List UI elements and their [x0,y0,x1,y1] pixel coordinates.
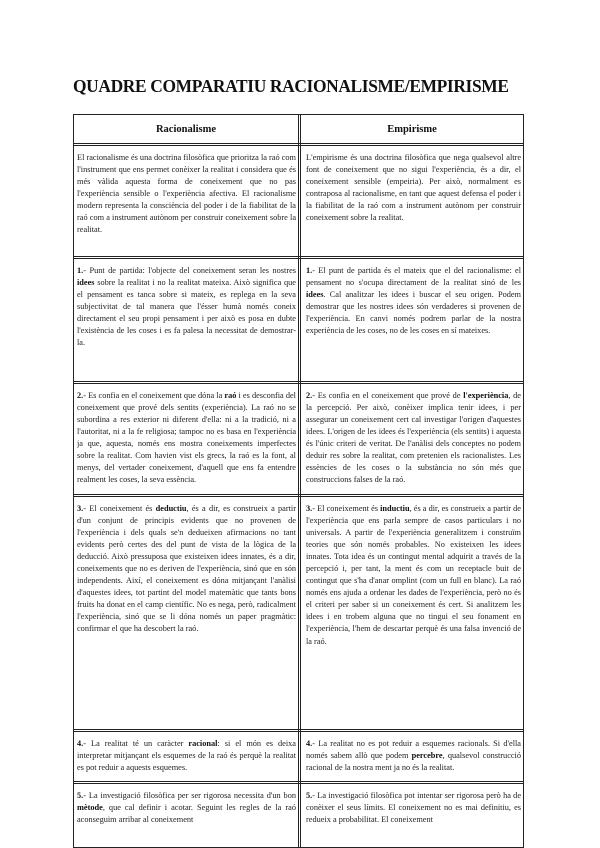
cell-text: - Es confia en el coneixement que dóna la [83,391,225,400]
cell-text: - La realitat no es pot reduir a esquemes racionals. Si d'ella només sabem allò que podem [306,739,521,761]
bold-term: 3. [77,504,84,513]
row-2-empirisme [306,390,521,494]
bold-term: inductiu [380,504,410,513]
bold-term: 5. [306,791,313,800]
header-empirisme: Empirisme [387,124,437,135]
row-divider [74,143,523,146]
cell-text: - El coneixement és [83,504,156,513]
bold-term: 3. [306,504,313,513]
cell-text: - La investigació filosòfica per ser rigorosa necessita d'un bon [83,791,296,800]
cell-text: , és a dir, es construeix a partir de l'experiència que ens parla sempre de casos particulars i no universals. A partir de l'experiència generalitzem i construïm teories que són només probables. No existeixen les idees innates. Tota idea és un contingut mental adquirit a través de la percepció i, per tant, la ment és com un receptacle buit de contingut que s'ha d'anar omplint (com un full en blanc). La raó només ens ajuda a ordenar les dades de l'experiència, però no és el criteri per saber si un coneixement és cert. Si analitzem les idees i en trobem alguna que no tingui el seu fonament en l'experiència, l'hem de descartar perquè és una falsa invenció de la raó. [306,504,521,646]
bold-term: l'experiència [463,391,509,400]
bold-term: 4. [77,739,84,748]
row-definition-empirisme [306,152,521,256]
cell-text: L'empirisme és una doctrina filosòfica que nega qualsevol altre font de coneixement que no sigui l'experiència, és a dir, el coneixement sensible (empeiria). Per això, normalment es contraposa al racionalisme, en tant que aquest defensa el poder i la fiabilitat de la raó com a instrument autònom per construir coneixement sobre la realitat. [306,153,521,223]
cell-text: - El coneixement és [312,504,381,513]
page-title: QUADRE COMPARATIU RACIONALISME/EMPIRISME [73,76,509,96]
bold-term: idees [306,290,324,300]
bold-term: 1. [306,266,313,275]
cell-text: , qualsevol construcció racional de la nostra ment ja no és la realitat. [306,751,521,773]
bold-term: racional [188,739,218,748]
row-3-racionalisme [77,503,296,729]
row-5-empirisme [306,790,521,848]
row-divider [74,729,523,732]
cell-text: - La investigació filosòfica pot intentar ser rigorosa però ha de conèixer el seus límits. El coneixement no es mai definitiu, es redueix a probabilitat. El coneixement [306,791,521,825]
cell-text: - El punt de partida és el mateix que el del racionalisme: el pensament no s'ocupa directament de la realitat sinó de les [306,266,521,288]
bold-term: mètode [77,803,103,813]
cell-text: . Cal analitzar les idees i buscar el seu origen. Podem demostrar que les nostres idees són verdaderes si provenen de l'experiència. En canvi només podrem parlar de la nostra experiència de les coses, no de les coses en sí mateixes. [306,290,521,336]
comparison-table [73,114,524,848]
row-divider [74,381,523,384]
bold-term: 2. [77,391,84,400]
cell-text: sobre la realitat i no la realitat mateixa. Això significa que el pensament es tanca sobre si mateix, es replega en la seva subjectivitat de tal manera que l'ésser humà només coneix directament el seu propi pensament i per això es posa en dubte l'existència de les coses i es fa palesa la necessitat de demostrar-la. [77,278,296,348]
row-1-racionalisme [77,265,296,381]
header-racionalisme: Racionalisme [155,124,217,135]
cell-text: , que cal definir i acotar. Seguint les regles de la raó aconseguim arribar al coneixement [77,803,296,825]
cell-text: - Punt de partida: l'objecte del coneixement seran les nostres [83,266,296,275]
row-2-racionalisme [77,390,296,494]
row-1-empirisme [306,265,521,381]
bold-term: percebre [411,751,443,761]
cell-text: - La realitat té un caràcter [83,739,189,748]
bold-term: idees [77,278,95,288]
column-divider [298,115,301,847]
cell-text: , és a dir, es construeix a partir d'un conjunt de principis evidents que no provenen de l'experiència i dels quals se'n dedueixen afirmacions no tant evidents però certes des del punt de vista de la lògica de la deducció. Això pressuposa que existeixen idees innates, és a dir, coneixements que no es deriven de l'experiència, sinó que en són independents. Així, el coneixement es dóna mitjançant l'anàlisi d'aquestes idees, tot partint del model matemàtic que tants bons fruits ha donat en el camp científic. No es nega, però, radicalment l'experiència, sinó que se li dóna només un paper pragmàtic: confirmar el que ha descobert la raó. [77,504,296,634]
bold-term: deductiu [155,504,187,513]
cell-text: : si el món es deixa interpretar mitjançant els esquemes de la raó és perquè la realitat es pot reduir a aquests esquemes. [77,739,296,773]
bold-term: 1. [77,266,84,275]
bold-term: 5. [77,791,84,800]
cell-text: i es desconfia del coneixement que prové dels sentits (experiència). La raó no se subordina a res exterior ni diferent d'ella: ni a la tradició, ni a l'autoritat, ni a la fe religiosa; tampoc no es basa en l'experiència ja que, aquesta, només ens mostra coneixements imperfectes sobre la realitat. Com havien vist els grecs, la raó es la font, al menys, del vertader coneixement, d'aquell que ens fa entendre realment les coses, la seva essència. [77,391,296,485]
row-divider [74,494,523,497]
bold-term: 4. [306,739,313,748]
row-4-racionalisme [77,738,296,781]
row-definition-racionalisme [77,152,296,256]
row-divider [74,781,523,784]
row-5-racionalisme [77,790,296,848]
row-3-empirisme [306,503,521,729]
bold-term: raó [224,391,237,400]
cell-text: El racionalisme és una doctrina filosòfica que prioritza la raó com l'instrument que ens permet conèixer la realitat i considera que és més vàlida aquesta forma de coneixement que no pas l'experiència sensible o l'experiència afectiva. El racionalisme modern representa la consciència del poder i de la fiabilitat de la raó com a instrument autònom per construir coneixement sobre la realitat. [77,153,296,235]
cell-text: , de la percepció. Per això, conèixer implica tenir idees, i per assegurar un coneixement cert cal investigar l'origen d'aquestes idees. L'origen de les idees és l'experiència (els sentits) i aquesta és l'únic criteri de veritat. De l'anàlisi dels conceptes no podem deduir res sobre la realitat, com pretenien els racionalistes. Les essències de les coses o la substància no són més que construccions falses de la raó. [306,391,521,485]
row-4-empirisme [306,738,521,781]
row-divider [74,256,523,259]
cell-text: - Es confia en el coneixement que prové de [312,391,464,400]
bold-term: 2. [306,391,313,400]
